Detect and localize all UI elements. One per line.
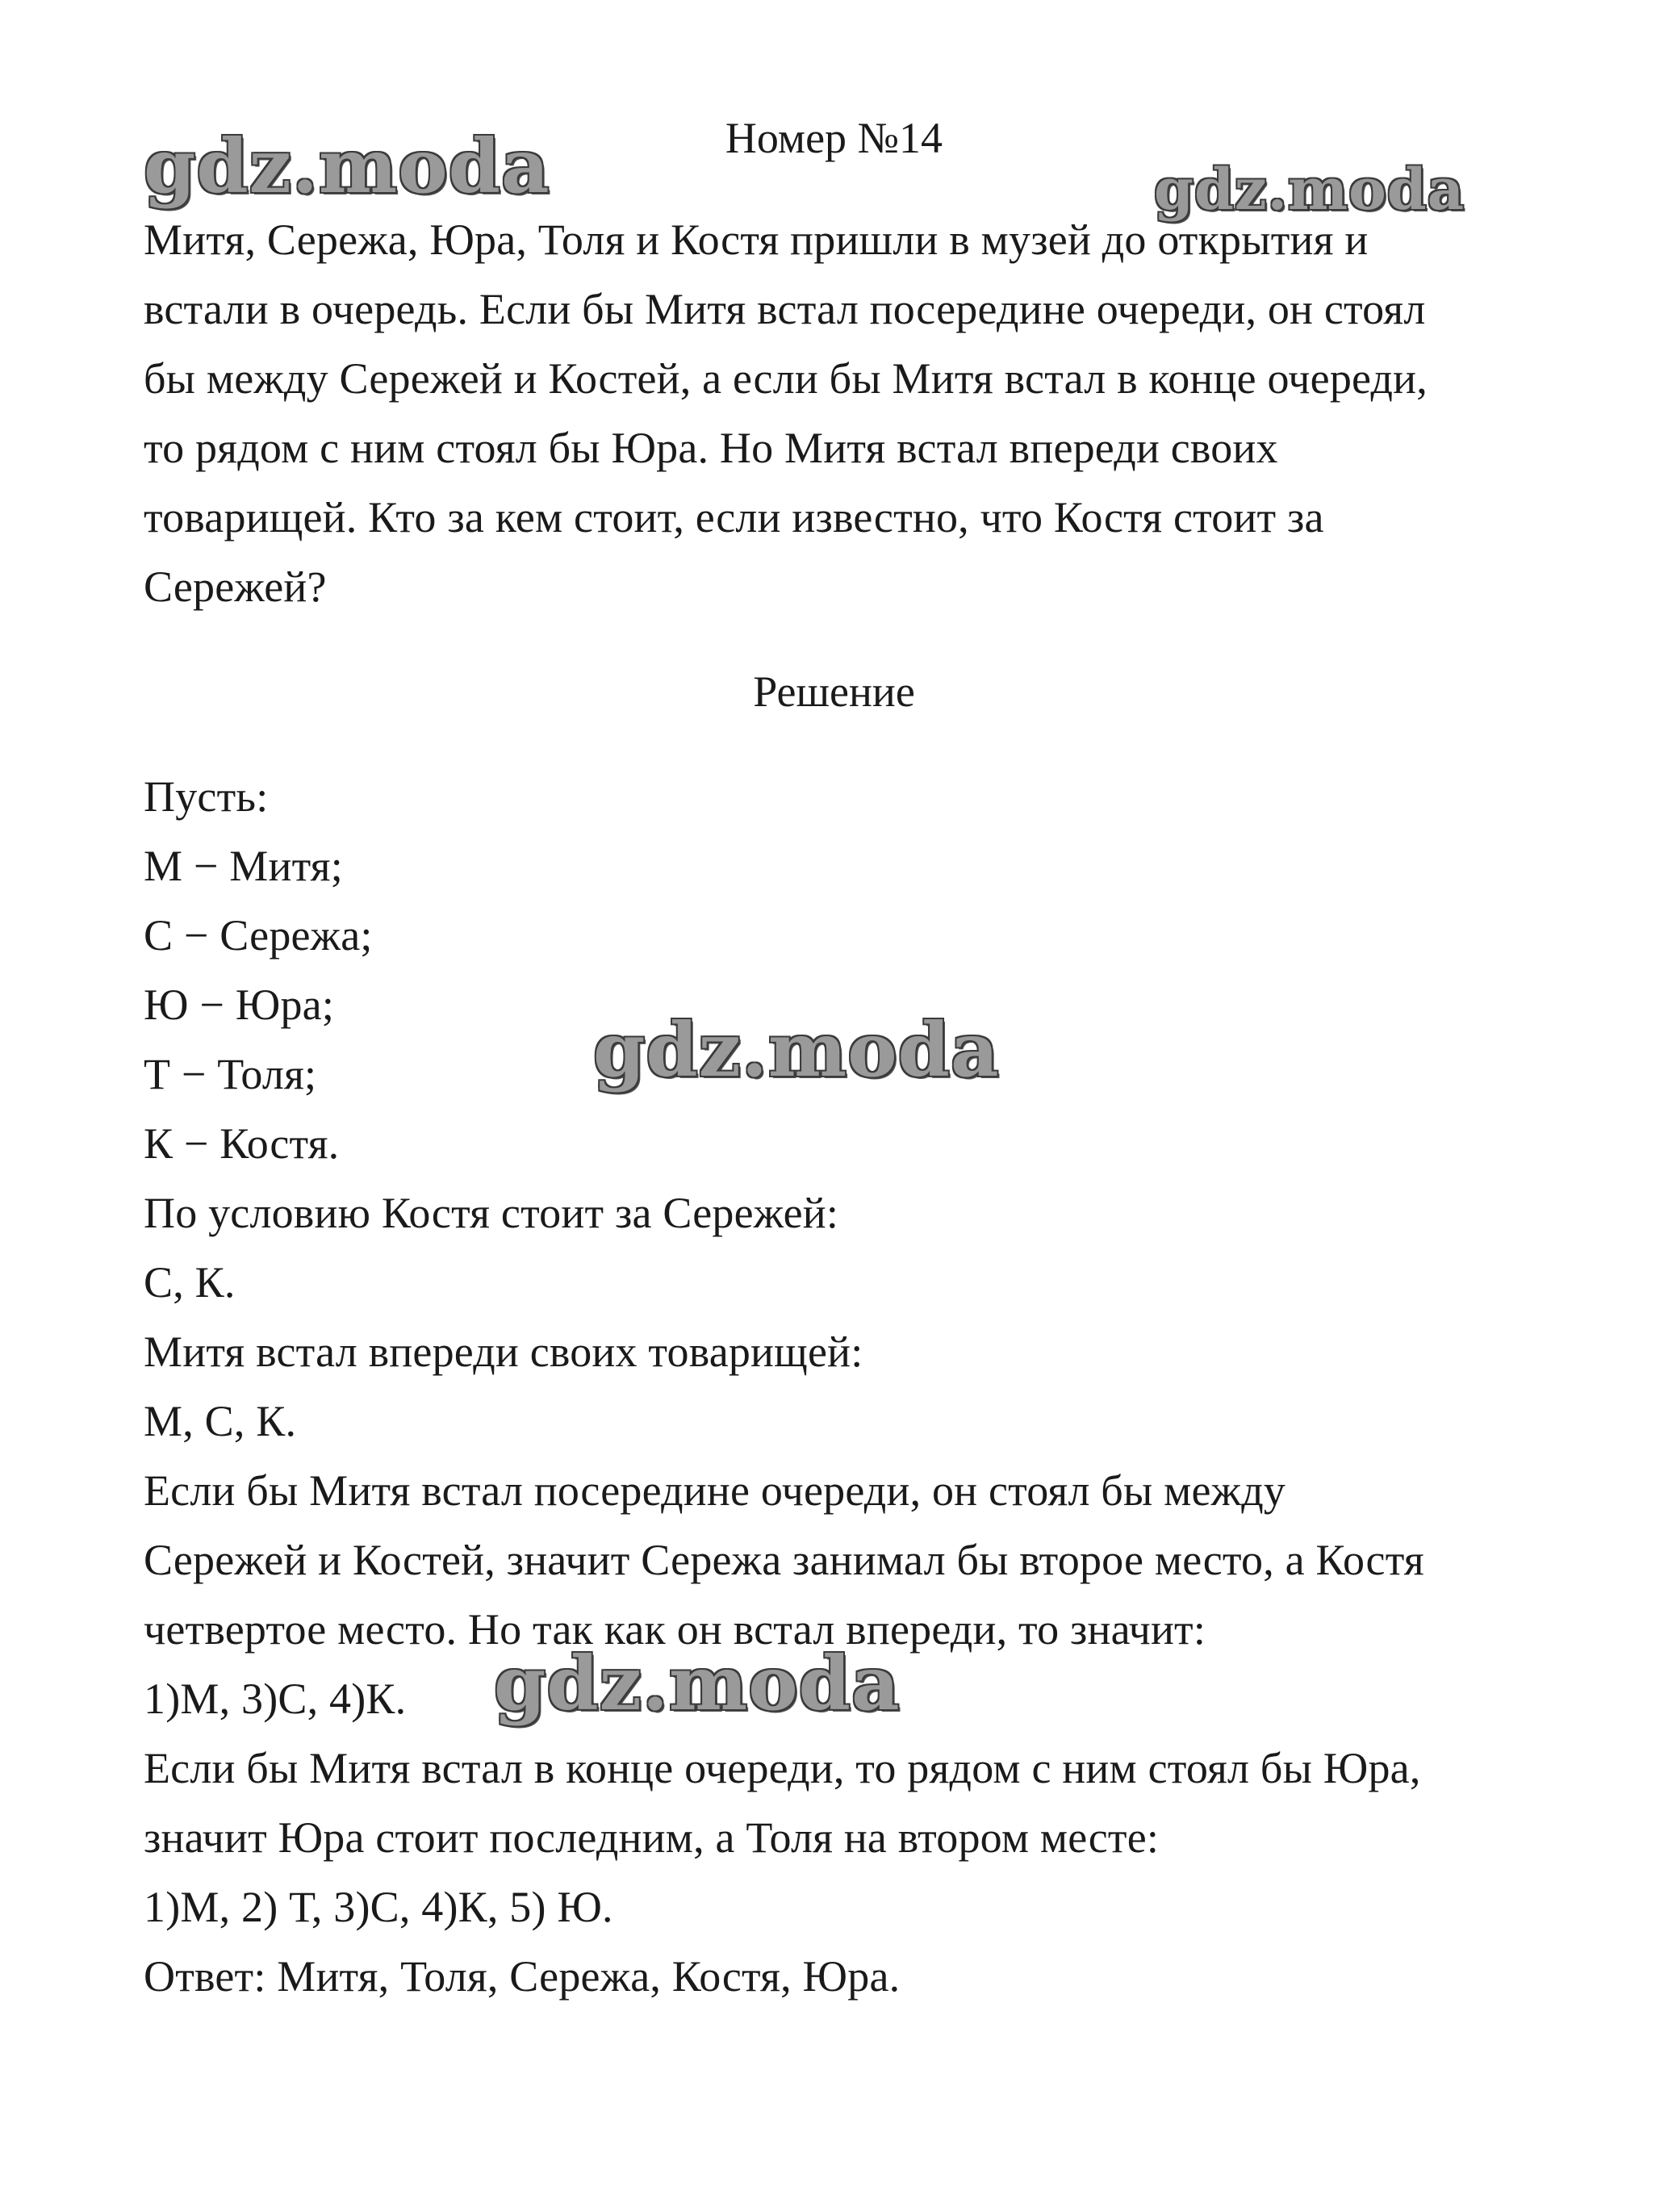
watermark-logo: gdz.moda bbox=[1154, 156, 1465, 223]
watermark-logo: gdz.moda bbox=[593, 1006, 1000, 1093]
solution-line: С − Сережа; bbox=[144, 911, 373, 960]
problem-line: Митя, Сережа, Юра, Толя и Костя пришли в музей до открытия и bbox=[144, 215, 1369, 264]
problem-line: то рядом с ним стоял бы Юра. Но Митя встал впереди своих bbox=[144, 424, 1278, 472]
solution-line: С, К. bbox=[144, 1258, 236, 1307]
solution-line: Пусть: bbox=[144, 772, 269, 821]
solution-line: М − Митя; bbox=[144, 842, 343, 890]
solution-line: Т − Толя; bbox=[144, 1050, 317, 1098]
solution-line: Если бы Митя встал посередине очереди, он стоял бы между bbox=[144, 1466, 1286, 1515]
solution-heading: Решение bbox=[753, 667, 915, 716]
solution-line: Сережей и Костей, значит Сережа занимал бы второе место, а Костя bbox=[144, 1536, 1424, 1584]
solution-line: 1)М, 2) Т, 3)С, 4)К, 5) Ю. bbox=[144, 1883, 613, 1931]
page-title: Номер №14 bbox=[725, 114, 943, 162]
answer-line: Ответ: Митя, Толя, Сережа, Костя, Юра. bbox=[144, 1952, 901, 2001]
problem-line: Сережей? bbox=[144, 562, 327, 611]
solution-line: Если бы Митя встал в конце очереди, то рядом с ним стоял бы Юра, bbox=[144, 1744, 1421, 1792]
solution-line: М, С, К. bbox=[144, 1397, 297, 1445]
solution-line: 1)М, 3)С, 4)К. bbox=[144, 1675, 407, 1723]
solution-line: Ю − Юра; bbox=[144, 981, 335, 1029]
problem-line: встали в очередь. Если бы Митя встал посередине очереди, он стоял bbox=[144, 285, 1426, 333]
problem-line: бы между Сережей и Костей, а если бы Митя встал в конце очереди, bbox=[144, 354, 1428, 403]
solution-line: четвертое место. Но так как он встал впереди, то значит: bbox=[144, 1605, 1206, 1654]
watermark-logo: gdz.moda bbox=[494, 1640, 901, 1727]
problem-line: товарищей. Кто за кем стоит, если известно, что Костя стоит за bbox=[144, 493, 1324, 542]
solution-line: По условию Костя стоит за Сережей: bbox=[144, 1189, 839, 1237]
solution-line: значит Юра стоит последним, а Толя на втором месте: bbox=[144, 1813, 1160, 1862]
solution-line: Митя встал впереди своих товарищей: bbox=[144, 1328, 863, 1376]
solution-line: К − Костя. bbox=[144, 1119, 340, 1168]
watermark-logo: gdz.moda bbox=[144, 123, 550, 210]
